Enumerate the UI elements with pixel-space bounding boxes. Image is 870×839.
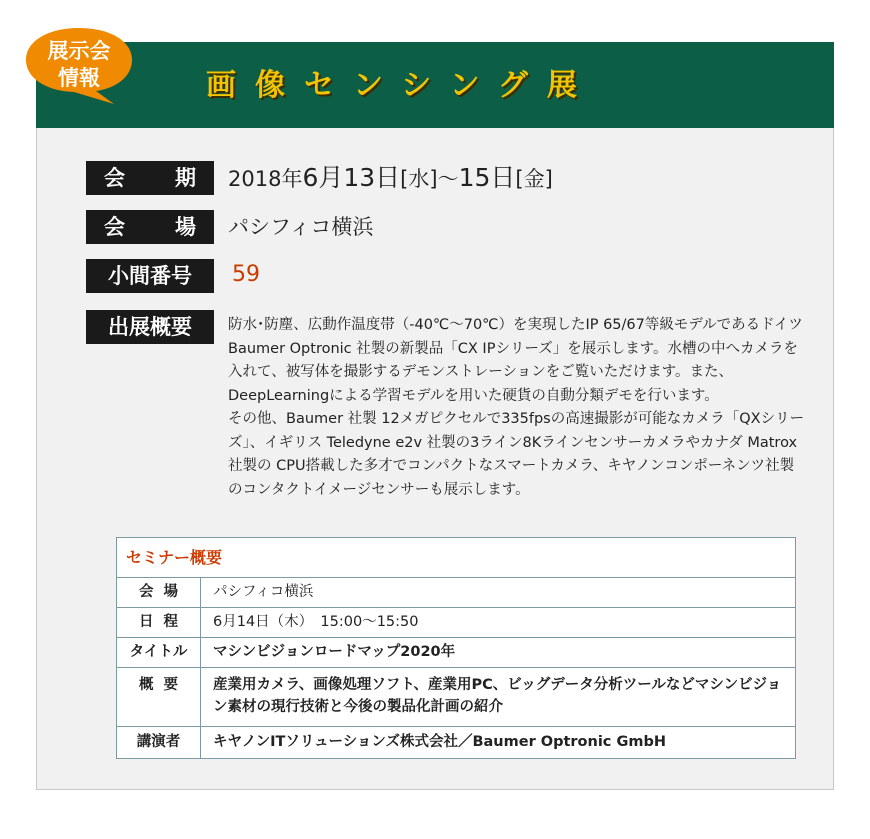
seminar-key-venue-b: 場 bbox=[163, 584, 178, 600]
page-title: 画像センシング展 bbox=[206, 68, 596, 103]
seminar-row-summary bbox=[117, 668, 795, 727]
badge-line2: 情報 bbox=[58, 66, 100, 90]
booth-number: 59 bbox=[232, 262, 260, 287]
venue-label bbox=[86, 210, 214, 244]
seminar-key-speaker: 講演者 bbox=[117, 727, 201, 758]
seminar-venue-value: パシフィコ横浜 bbox=[213, 584, 314, 600]
seminar-key-venue-a: 会 bbox=[139, 584, 154, 600]
seminar-row-schedule bbox=[117, 608, 795, 638]
seminar-row-speaker bbox=[117, 727, 795, 758]
period-label bbox=[86, 161, 214, 195]
period-start-dow: [水] bbox=[400, 167, 438, 191]
seminar-row-title bbox=[117, 638, 795, 668]
venue-value: パシフィコ横浜 bbox=[228, 215, 374, 239]
seminar-key-schedule bbox=[117, 608, 201, 637]
seminar-key-venue bbox=[117, 578, 201, 607]
exhibition-info-badge bbox=[22, 24, 136, 104]
seminar-summary-value: 産業用カメラ、画像処理ソフト、産業用PC、ビッグデータ分析ツールなどマシンビジョン素材の現行技術と今後の製品化計画の紹介 bbox=[213, 677, 782, 715]
overview-paragraph-1: 防水･防塵、広動作温度帯（-40℃～70℃）を実現したIP 65/67等級モデルであるドイツ Baumer Optronic 社製の新製品「CX IPシリーズ」を展示します。水槽の中へカメラを入れて、被写体を撮影するデモンストレーションをご覧いただけます。また、DeepLearningによる学習モデルを用いた硬貨の自動分類デモを行います。 bbox=[228, 317, 803, 404]
overview-paragraph-2: その他、Baumer 社製 12メガピクセルで335fpsの高速撮影が可能なカメラ「QXシリーズ」、イギリス Teledyne e2v 社製の3ライン8Kラインセンサーカメラやカナダ Matrox 社製の CPU搭載した多才でコンパクトなスマートカメラ、キヤノンコンポーネンツ社製のコンタクトイメージセンサーも展示します。 bbox=[228, 411, 805, 498]
venue-label-a: 会 bbox=[104, 215, 125, 239]
seminar-schedule-value: 6月14日（木） 15:00～15:50 bbox=[213, 614, 419, 630]
overview-text bbox=[228, 314, 806, 502]
period-end: 15日 bbox=[458, 163, 516, 192]
overview-label: 出展概要 bbox=[86, 310, 214, 344]
seminar-speaker-value: キヤノンITソリューションズ株式会社／Baumer Optronic GmbH bbox=[213, 734, 666, 750]
period-label-a: 会 bbox=[104, 166, 125, 190]
seminar-row-venue bbox=[117, 578, 795, 608]
period-start: 6月13日 bbox=[302, 163, 401, 192]
period-label-b: 期 bbox=[175, 166, 196, 190]
badge-line1: 展示会 bbox=[47, 39, 111, 63]
period-year: 2018年 bbox=[228, 167, 303, 191]
badge-text bbox=[22, 38, 136, 92]
seminar-key-summary bbox=[117, 668, 201, 726]
period-tilde: ～ bbox=[437, 167, 459, 191]
seminar-table bbox=[116, 537, 796, 759]
seminar-key-title: タイトル bbox=[117, 638, 201, 667]
seminar-key-summary-b: 要 bbox=[163, 677, 178, 693]
seminar-title-value: マシンビジョンロードマップ2020年 bbox=[213, 644, 456, 660]
seminar-key-summary-a: 概 bbox=[139, 677, 154, 693]
period-end-dow: [金] bbox=[515, 167, 553, 191]
seminar-key-schedule-b: 程 bbox=[163, 614, 178, 630]
venue-label-b: 場 bbox=[175, 215, 196, 239]
seminar-key-schedule-a: 日 bbox=[139, 614, 154, 630]
seminar-title: セミナー概要 bbox=[117, 538, 795, 578]
period-value bbox=[228, 161, 553, 195]
booth-label: 小間番号 bbox=[86, 259, 214, 293]
